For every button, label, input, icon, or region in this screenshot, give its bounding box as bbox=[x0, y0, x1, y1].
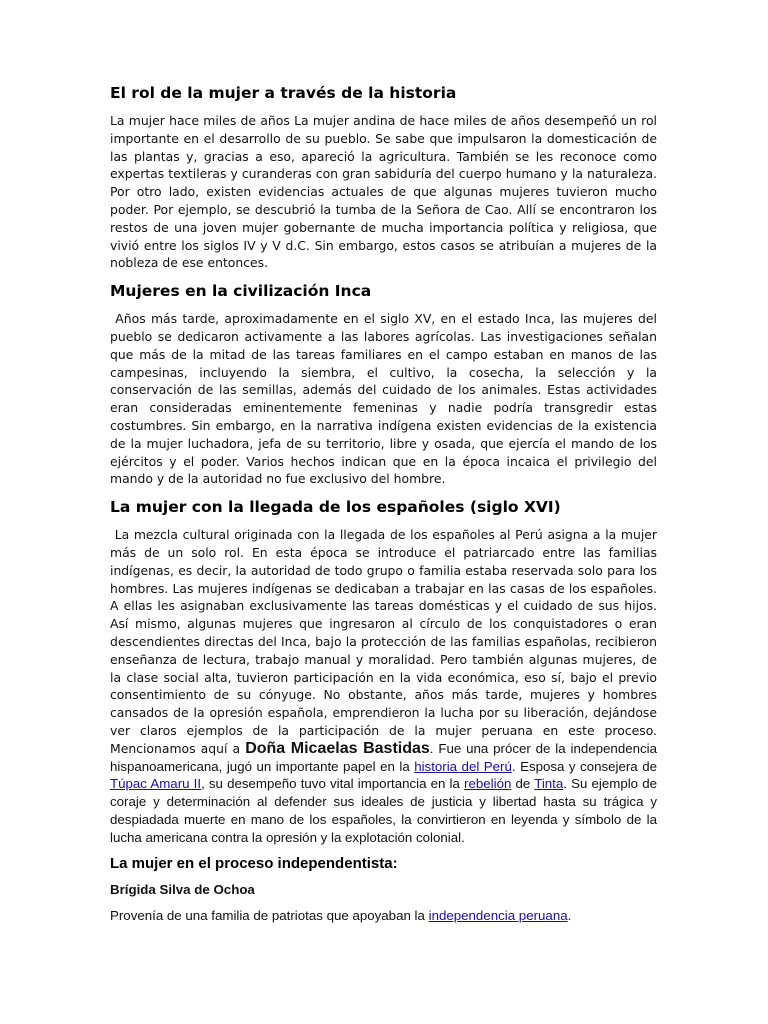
paragraph-espanoles-text: La mezcla cultural originada con la llegada de los españoles al Perú asigna a la mujer más de un solo rol. En esta época se introduce el patriarcado entre las familias indígenas, es decir, la autoridad de todo grupo o familia estaba reservada solo para los hombres. Las mujeres indígenas se dedicaban a trabajar en las casas de los españoles. A ellas les asignaban exclusivamente las tareas domésticas y el cuidado de sus hijos. Así mismo, algunas mujeres que ingresaron al círculo de los conquistadores o eran descendientes directas del Inca, bajo la protección de las familias españolas, recibieron enseñanza de lectura, trabajo manual y moralidad. Pero también algunas mujeres, de la clase social alta, tuvieron participación en la vida económica, eso sí, bajo el previo consentimiento de su cónyuge. No obstante, años más tarde, mujeres y hombres cansados de la opresión española, emprendieron la lucha por su liberación, dejándose ver claros ejemplos de la participación de la mujer peruana en este proceso. Mencionamos aquí a bbox=[110, 527, 661, 756]
paragraph-espanoles bbox=[110, 526, 661, 846]
micaela-text-2: . Esposa y consejera de bbox=[511, 758, 661, 774]
brigida-text-2: . bbox=[567, 908, 572, 924]
link-independencia-peruana[interactable]: independencia peruana bbox=[428, 908, 568, 924]
paragraph-intro: La mujer hace miles de años La mujer andina de hace miles de años desempeñó un rol importante en el desarrollo de su pueblo. Se sabe que impulsaron la domesticación de las plantas y, gracias a eso, apareció la agricultura. También se les reconoce como expertas textileras y curanderas con gran sabiduría del cuerpo humano y la naturaleza. Por otro lado, existen evidencias actuales de que algunas mujeres tuvieron mucho poder. Por ejemplo, se descubrió la tumba de la Señora de Cao. Allí se encontraron los restos de una joven mujer gobernante de mucha importancia política y religiosa, que vivió entre los siglos IV y V d.C. Sin embargo, estos casos se atribuían a mujeres de la nobleza de ese entonces. bbox=[110, 113, 657, 271]
link-tupac-amaru[interactable]: Túpac Amaru II bbox=[110, 776, 202, 792]
link-historia-peru[interactable]: historia del Perú bbox=[414, 758, 512, 774]
micaela-text-1: . Fue una prócer de la independencia hispanoamericana, jugó un importante papel en la bbox=[110, 740, 661, 774]
micaela-text-4: de bbox=[511, 776, 535, 792]
paragraph-inca: Años más tarde, aproximadamente en el siglo XV, en el estado Inca, las mujeres del pueblo se dedicaron activamente a las labores agrícolas. Las investigaciones señalan que más de la mitad de las tareas familiares en el campo estaban en manos de las campesinas, incluyendo la siembra, el cultivo, la cosecha, la selección y la conservación de las semillas, además del cuidado de los animales. Estas actividades eran consideradas eminentemente femeninas y nadie podría transgredir estas costumbres. Sin embargo, en la narrativa indígena existen evidencias de la existencia de la mujer luchadora, jefa de su territorio, libre y osada, que ejercía el mando de los ejércitos y el poder. Varios hechos indican que en la época incaica el privilegio del mando y de la autoridad no fue exclusivo del hombre. bbox=[110, 311, 661, 487]
paragraph-brigida bbox=[110, 908, 657, 924]
document-title: El rol de la mujer a través de la historia bbox=[110, 84, 457, 102]
micaela-text-3: , su desempeño tuvo vital importancia en la bbox=[201, 776, 465, 792]
brigida-text-1: Provenía de una familia de patriotas que apoyaban la bbox=[110, 908, 429, 924]
document-page bbox=[110, 84, 661, 925]
link-rebelion[interactable]: rebelión bbox=[464, 776, 512, 792]
heading-independentista: La mujer en el proceso independentista: bbox=[110, 855, 398, 873]
link-tinta[interactable]: Tinta bbox=[534, 776, 564, 792]
heading-inca: Mujeres en la civilización Inca bbox=[110, 282, 372, 301]
heading-espanoles: La mujer con la llegada de los españoles (siglo XVI) bbox=[110, 498, 561, 517]
micaela-name: Doña Micaelas Bastidas bbox=[245, 739, 430, 757]
micaela-text-5: . Su ejemplo de coraje y determinación al defender sus ideales de justicia y libertad hasta su trágica y despiadada muerte en mano de los españoles, la convirtieron en leyenda y símbolo de la lucha americana contra la opresión y la explotación colonial. bbox=[110, 776, 661, 845]
heading-brigida: Brígida Silva de Ochoa bbox=[110, 882, 255, 898]
